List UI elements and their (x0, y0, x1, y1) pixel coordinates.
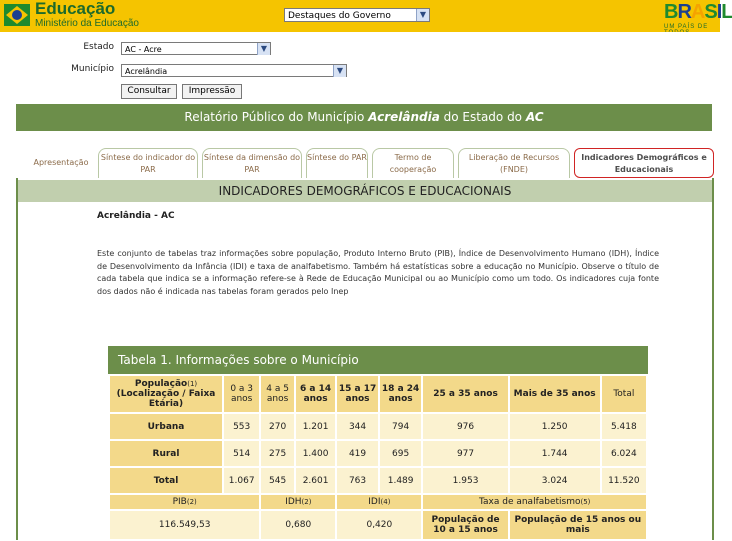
table-col-header: Total (601, 375, 647, 413)
brand-title[interactable]: Educação (35, 0, 116, 18)
pop-10-15-header: População de 10 a 15 anos (422, 510, 508, 540)
report-bar (16, 104, 712, 131)
content-border-right (712, 178, 714, 540)
idi-header-note: (4) (380, 498, 391, 506)
table-cell: 6.024 (601, 440, 647, 467)
report-bar-middle: do Estado do (439, 110, 526, 124)
pib-header-note: (2) (186, 498, 197, 506)
table-cell: 545 (260, 467, 295, 494)
pib-value: 116.549,53 (109, 510, 260, 540)
brasil-logo-tag: UM PAÍS DE (664, 24, 709, 30)
municipio-info-table (108, 374, 648, 541)
section-title: INDICADORES DEMOGRÁFICOS E EDUCACIONAIS (18, 180, 712, 202)
table-cell: 1.744 (509, 440, 601, 467)
table-col-header: 18 a 24 anos (379, 375, 423, 413)
analf-header-label: Taxa de analfabetismo (479, 497, 581, 507)
municipio-select[interactable] (121, 64, 347, 77)
table-cell: 1.201 (295, 413, 336, 440)
tab-sintese-indicador[interactable]: Síntese do indicador do PAR (98, 148, 198, 178)
brazil-flag-icon (4, 2, 30, 28)
table-1-title: Tabela 1. Informações sobre o Município (108, 346, 648, 374)
table-corner-header (109, 375, 223, 413)
table-cell: 419 (336, 440, 379, 467)
search-form (0, 32, 720, 104)
table-row-label: Total (109, 467, 223, 494)
municipio-select-value: Acrelândia (125, 67, 168, 76)
table-col-header: 0 a 3 anos (223, 375, 260, 413)
pib-header (109, 494, 260, 510)
table-col-header: 25 a 35 anos (422, 375, 508, 413)
idi-header-label: IDI (368, 497, 381, 507)
idh-header (260, 494, 336, 510)
tab-sintese-dimensao[interactable]: Síntese da dimensão do PAR (202, 148, 302, 178)
pop-15-mais-header: População de 15 anos ou mais (509, 510, 647, 540)
table-cell: 553 (223, 413, 260, 440)
brand-subtitle: Ministério da Educação (35, 18, 139, 29)
table-cell: 1.067 (223, 467, 260, 494)
report-tabs (16, 148, 718, 178)
tab-liberacao-recursos[interactable]: Liberação de Recursos (FNDE) (458, 148, 570, 178)
idh-value: 0,680 (260, 510, 336, 540)
municipio-title: Acrelândia - AC (97, 211, 175, 221)
chevron-down-icon[interactable]: ▼ (333, 65, 346, 77)
report-bar-estado: AC (525, 110, 544, 124)
table-cell: 270 (260, 413, 295, 440)
table-cell: 2.601 (295, 467, 336, 494)
table-cell: 1.400 (295, 440, 336, 467)
estado-select[interactable] (121, 42, 271, 55)
description-text: Este conjunto de tabelas traz informações sobre população, Produto Interno Bruto (PIB), Índice de Desenvolvimento Humano (IDH), Índice de Desenvolvimento da Infância (IDI) e taxa de analfabetismo. Também há estatísticas sobre a educação no Município. Observe o título de cada tabela que indica se a informação refere-se à Rede de Educação Municipal ou ao Município como um todo. Os indicadores cuja fonte dos dados não é indicada nas tabelas foram gerados pelo Inep (97, 249, 659, 296)
impressao-button[interactable]: Impressão (182, 84, 242, 99)
chevron-down-icon[interactable]: ▼ (257, 43, 270, 55)
table-cell: 977 (422, 440, 508, 467)
table-cell: 275 (260, 440, 295, 467)
analf-header-note: (5) (580, 498, 591, 506)
table-1 (108, 346, 648, 540)
idi-value: 0,420 (336, 510, 422, 540)
consultar-button[interactable]: Consultar (121, 84, 177, 99)
table-cell: 5.418 (601, 413, 647, 440)
tab-sintese-par[interactable]: Síntese do PAR (306, 148, 368, 178)
report-bar-prefix: Relatório Público do Município (184, 110, 369, 124)
analf-header (422, 494, 647, 510)
table-row (109, 413, 647, 440)
table-corner-note: (1) (187, 380, 198, 388)
table-row (109, 440, 647, 467)
idh-header-note: (2) (301, 498, 312, 506)
table-cell: 976 (422, 413, 508, 440)
table-cell: 794 (379, 413, 423, 440)
chevron-down-icon[interactable]: ▼ (416, 9, 429, 21)
site-header (0, 0, 732, 32)
idi-header (336, 494, 422, 510)
table-corner-label: População (134, 379, 188, 389)
tab-apresentacao[interactable]: Apresentação (33, 158, 89, 167)
estado-label: Estado (83, 42, 114, 52)
table-cell: 11.520 (601, 467, 647, 494)
content-border-left (16, 178, 18, 540)
table-row (109, 467, 647, 494)
table-cell: 1.953 (422, 467, 508, 494)
table-cell: 763 (336, 467, 379, 494)
table-cell: 514 (223, 440, 260, 467)
table-row-label: Urbana (109, 413, 223, 440)
idh-header-label: IDH (285, 497, 302, 507)
pib-header-label: PIB (172, 497, 187, 507)
destaques-select[interactable] (284, 8, 430, 22)
table-col-header: 15 a 17 anos (336, 375, 379, 413)
report-bar-municipio: Acrelândia (368, 110, 440, 124)
table-col-header: 6 a 14 anos (295, 375, 336, 413)
municipio-label: Município (71, 64, 114, 74)
table-corner-sub: (Localização / Faixa Etária) (116, 389, 216, 409)
destaques-select-value: Destaques do Governo (288, 11, 391, 21)
estado-select-value: AC - Acre (125, 45, 162, 54)
table-cell: 344 (336, 413, 379, 440)
table-cell: 1.250 (509, 413, 601, 440)
table-cell: 1.489 (379, 467, 423, 494)
tab-indicadores-demograficos[interactable]: Indicadores Demográficos e Educacionais (574, 148, 714, 178)
table-cell: 3.024 (509, 467, 601, 494)
table-col-header: Mais de 35 anos (509, 375, 601, 413)
brasil-logo (660, 1, 732, 31)
table-row-label: Rural (109, 440, 223, 467)
brasil-logo-letters: BRASIL (664, 1, 732, 23)
tab-termo-cooperacao[interactable]: Termo de cooperação (372, 148, 454, 178)
table-cell: 695 (379, 440, 423, 467)
table-col-header: 4 a 5 anos (260, 375, 295, 413)
